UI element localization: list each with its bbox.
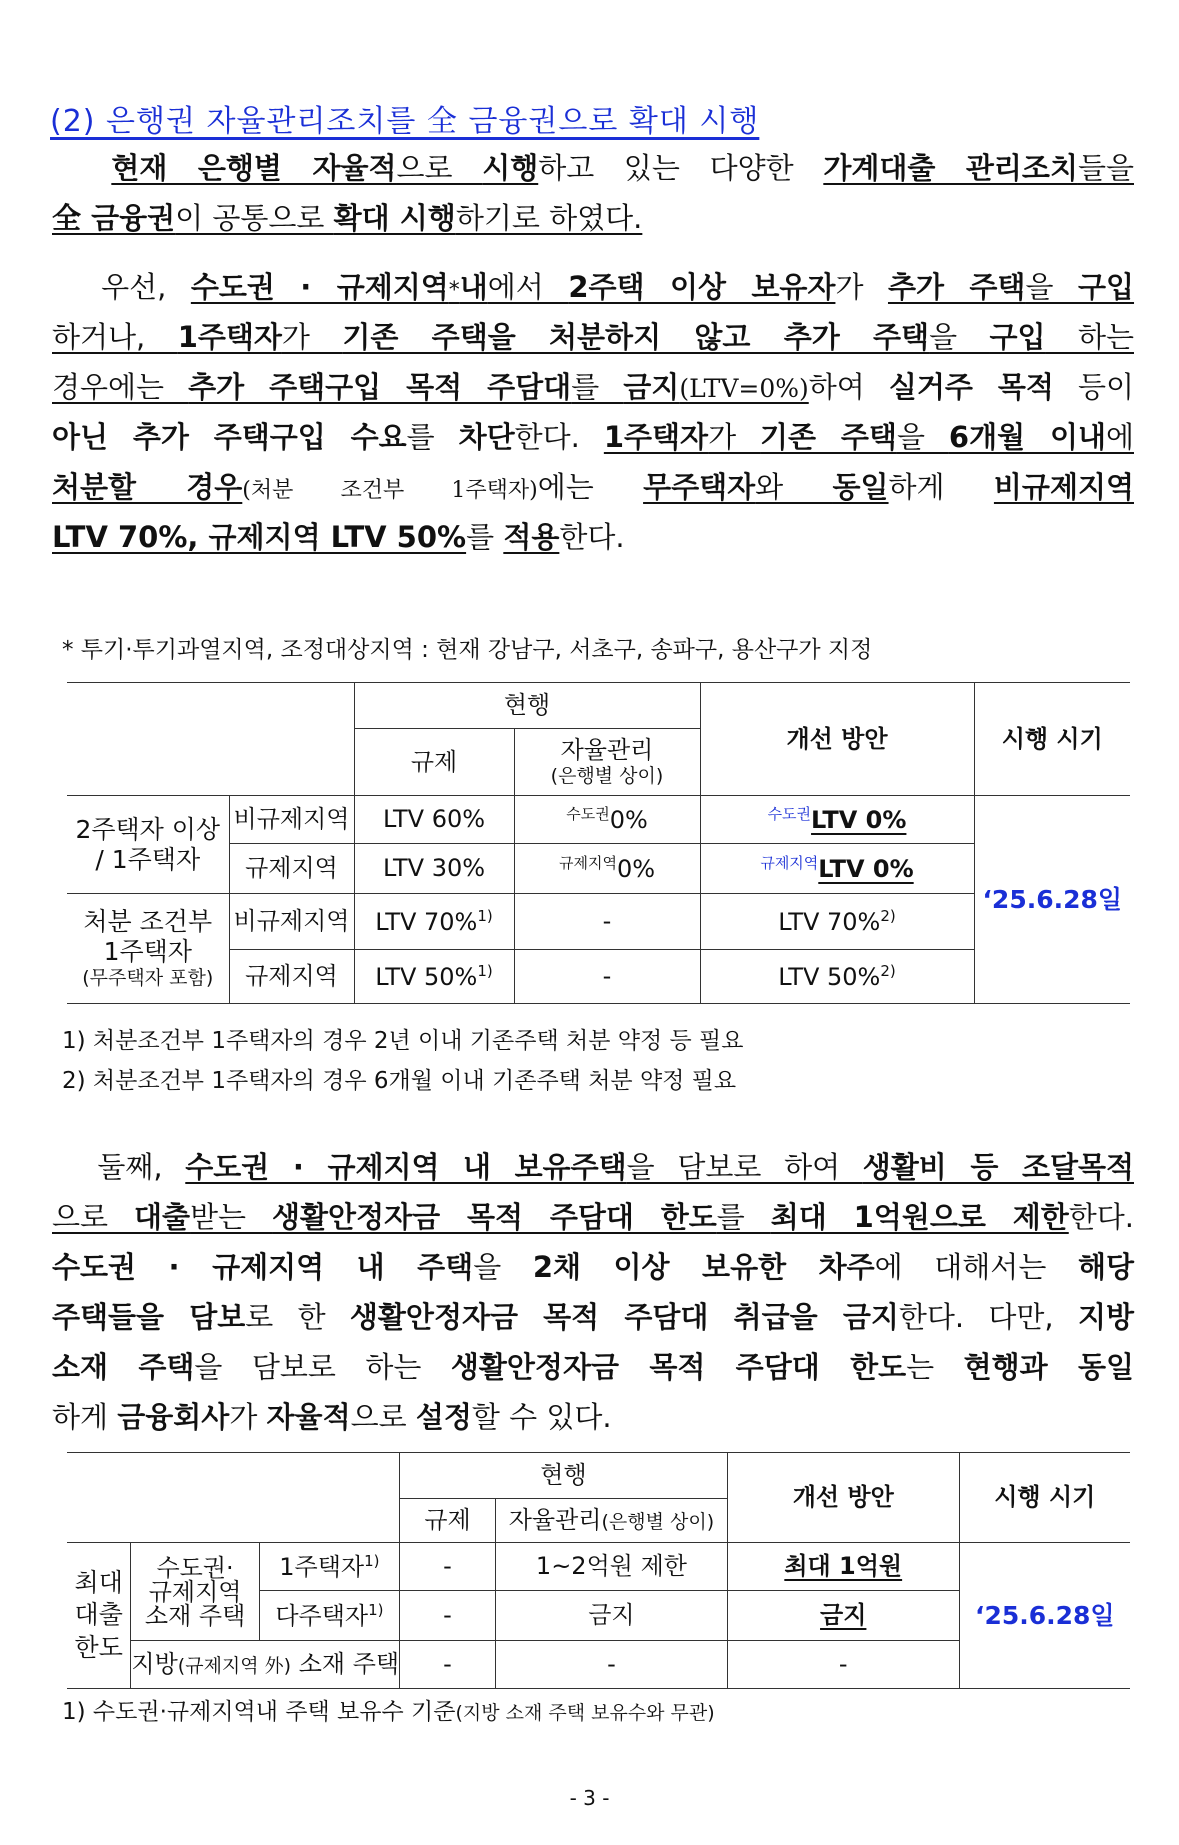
t1-self-sub: (은행별 상이) [550,765,664,787]
t2-header-date: 시행 시기 [959,1453,1130,1543]
t1-header-improve: 개선 방안 [700,683,974,796]
p1-text: 하고 있는 다양한 [538,151,824,185]
p2-text: * [448,278,460,303]
t2-self-label: 자율관리 [508,1506,602,1535]
t2-area [131,1543,259,1641]
p3-text: 생활안정자금 목적 주담대 한도 [272,1200,717,1234]
p3-text: 받는 [190,1200,273,1234]
t2-one-home-label: 1주택자 [279,1552,365,1581]
t1-header-self [514,729,700,796]
p2-text: 구입 [1078,270,1135,304]
p2-text: (LTV=0%) [679,374,809,403]
p2-text: 구입 [989,320,1046,354]
p3-text: 로 한 [245,1300,350,1334]
t1-r4-imp-val: LTV 50% [778,962,881,991]
t1-note-1: 1) 처분조건부 1주택자의 경우 2년 이내 기존주택 처분 약정 등 필요 [62,1028,744,1054]
p1-text: 시행 [482,151,539,185]
p3-text: 을 담보로 하는 [194,1350,451,1384]
p1-text: 들을 [1077,151,1134,185]
p2-text: 실거주 목적 [888,370,1054,404]
p3-text: 현행과 동일 [963,1350,1135,1384]
p2-text: 동일 [832,470,889,504]
t1-r2-imp [700,844,974,894]
t1-group-1 [67,796,229,894]
p2-text: 를 [406,420,459,454]
p2-text: 를 [466,520,504,554]
t1-header-current: 현행 [354,683,700,729]
p3-text: 을 담보로 하여 [626,1150,863,1184]
p3-text: 자율적 [266,1400,351,1434]
p3-text: 가 [229,1400,267,1434]
t1-r4-reg-sup: 1) [477,961,493,980]
paragraph-3 [52,1142,1134,1442]
t2-col1-b: 대출 [74,1600,123,1630]
note-star: * 투기·투기과열지역, 조정대상지역 : 현재 강남구, 서초구, 송파구, 용산구가 지정 [62,637,873,663]
p3-text: 둘째, [97,1150,186,1184]
t1-r2-imp-tag: 규제지역 [760,853,819,872]
p2-text: 1주택자 [177,320,282,354]
t2-r1-reg: - [400,1543,496,1591]
p2-text: (처분 조건부 1주택자) [242,478,538,503]
t1-r1-reg: LTV 60% [354,796,514,844]
p2-line-6 [52,512,1134,562]
p2-text: 기존 주택을 처분하지 않고 추가 주택 [342,320,930,354]
p1-text: 하기로 하였다. [455,201,643,235]
p2-text: 하거나, [52,320,178,354]
p2-line-2 [52,312,1134,362]
p3-text: 을 [473,1250,533,1284]
t2-col1 [67,1543,131,1689]
ltv-table [67,682,1130,1004]
t1-r1-imp-val: LTV 0% [811,805,907,834]
p3-text: 2채 이상 보유한 차주 [532,1250,875,1284]
p2-text: 와 [755,470,833,504]
p2-text: 우선, [101,270,191,304]
t1-r4-imp-sup: 2) [880,961,896,980]
p2-text: 추가 주택구입 목적 주담대 [188,370,572,404]
p2-text: 차단 [458,420,515,454]
t1-note-2: 2) 처분조건부 1주택자의 경우 6개월 이내 기존주택 처분 약정 필요 [62,1068,737,1094]
p2-text: 을 [896,420,949,454]
t2-header-self [495,1499,727,1543]
page-number: - 3 - [569,1786,610,1810]
p3-text: 수도권 · 규제지역 내 보유주택 [185,1150,627,1184]
t2-local [131,1641,400,1689]
t1-header-reg: 규제 [354,729,514,796]
t1-reg-1: 규제지역 [229,844,354,894]
p2-text: 하는 [1045,320,1134,354]
t2-local-sub: (규제지역 外) [177,1655,292,1678]
t1-reg-2: 규제지역 [229,950,354,1004]
p2-text: 추가 주택 [887,270,1026,304]
t1-r3-imp-val: LTV 70% [778,907,881,936]
t1-r4-reg-val: LTV 50% [375,962,478,991]
p3-text: 설정 [415,1400,472,1434]
t1-header-date: 시행 시기 [974,683,1130,796]
t2-col1-c: 한도 [74,1632,123,1662]
p3-text: 하게 [52,1400,118,1434]
section-heading: (2) 은행권 자율관리조치를 全 금융권으로 확대 시행 [50,104,760,139]
t2-area-c: 소재 주택 [144,1601,246,1630]
t1-r1-imp [700,796,974,844]
p3-text: 대출 [134,1200,191,1234]
t1-r1-self-tag: 수도권 [566,804,610,823]
loan-limit-table [67,1452,1130,1689]
p2-text: 에서 [487,270,569,304]
p3-line-5 [52,1342,1134,1392]
t2-r2-self: 금지 [495,1591,727,1641]
t1-r2-reg: LTV 30% [354,844,514,894]
t1-r2-self [514,844,700,894]
p3-text: 한다. [1068,1200,1134,1234]
p2-text: 2주택 이상 보유자 [568,270,836,304]
t2-local-a: 지방 [131,1650,178,1679]
p2-text: 한다. [514,420,604,454]
t2-local-b: 소재 주택 [291,1650,400,1679]
t2-header-improve: 개선 방안 [727,1453,959,1543]
t2-date: ‘25.6.28일 [959,1543,1130,1689]
p2-line-5 [52,462,1134,512]
t2-col1-a: 최대 [74,1567,123,1597]
t1-r3-reg-sup: 1) [477,906,493,925]
t1-g2-b: 1주택자 [103,937,192,967]
p2-text: LTV 70%, 규제지역 LTV 50% [52,520,467,554]
p2-text: 가 [281,320,343,354]
t1-g2-a: 처분 조건부 [83,907,213,937]
t1-group-2 [67,894,229,1004]
t1-r2-self-tag: 규제지역 [558,853,617,872]
p3-text: 소재 주택 [52,1350,195,1384]
t2-r2-imp: 금지 [727,1591,959,1641]
p3-text: 한다. 다만, [898,1300,1078,1334]
t1-r3-reg-val: LTV 70% [375,907,478,936]
p2-text: 가 [835,270,888,304]
p1-text: 현재 은행별 자율적 [111,151,397,185]
t1-g1-a: 2주택자 이상 [75,814,221,844]
paragraph-2 [52,262,1134,562]
p2-line-4 [52,412,1134,462]
p1-text: 가계대출 관리조치 [823,151,1078,185]
t2-multi-home [259,1591,399,1641]
t2-corner-cell [67,1453,400,1543]
t2-multi-home-sup: 1) [368,1600,384,1619]
p2-text: 처분할 경우 [52,470,243,504]
p3-text: 생활비 등 조달목적 [862,1150,1134,1184]
p2-text: 을 [1025,270,1078,304]
p2-text: 가 [708,420,761,454]
t1-r2-self-val: 0% [616,854,656,883]
p2-text: 내 [459,270,488,304]
t1-date: ‘25.6.28일 [974,796,1130,1004]
p2-text: 에는 [537,470,644,504]
t2-note [62,1693,715,1726]
t1-r1-self-val: 0% [609,805,648,834]
p3-text: 에 대해서는 [874,1250,1078,1284]
p3-line-6 [52,1392,1134,1442]
p3-text: 으로 [52,1200,134,1234]
t2-r2-reg: - [400,1591,496,1641]
t1-r2-imp-val: LTV 0% [818,854,914,883]
p3-line-4 [52,1292,1134,1342]
t2-header-current: 현행 [400,1453,728,1499]
p2-text: 무주택자 [643,470,756,504]
t2-area-a: 수도권· [156,1553,234,1582]
p3-text: 는 [906,1350,964,1384]
t1-r4-reg [354,950,514,1004]
t1-r1-self [514,796,700,844]
t2-r1-self: 1~2억원 제한 [495,1543,727,1591]
p3-text: 최대 1억원으로 제한 [770,1200,1069,1234]
p3-text: 할 수 있다. [471,1400,612,1434]
p2-line-3 [52,362,1134,412]
p3-text: 주택들을 담보 [52,1300,246,1334]
t2-r3-imp: - [727,1641,959,1689]
p1-line-2 [52,193,1134,243]
p3-text: 금융회사 [117,1400,230,1434]
p2-text: 한다. [559,520,625,554]
p1-text: 全 금융권 [52,201,176,235]
t2-note-main: 1) 수도권·규제지역내 주택 보유수 기준 [62,1699,456,1725]
p3-text: 생활안정자금 목적 주담대 취급을 금지 [349,1300,899,1334]
p1-text: 으로 [396,151,483,185]
p2-text: 아닌 추가 주택구입 수요 [52,420,407,454]
t2-r3-reg: - [400,1641,496,1689]
t1-corner-cell [67,683,354,796]
p2-text: 비규제지역 [993,470,1134,504]
t1-r3-reg [354,894,514,950]
p2-text: 을 [929,320,990,354]
p2-text: 1주택자 [603,420,709,454]
p3-line-3 [52,1242,1134,1292]
p2-text: 경우에는 [52,370,189,404]
p2-line-1 [52,262,1134,312]
t2-r1-imp: 최대 1억원 [727,1543,959,1591]
t2-self-sub: (은행별 상이) [601,1511,715,1534]
t2-one-home-sup: 1) [364,1551,380,1570]
p1-line-1 [52,143,1134,193]
t2-one-home [259,1543,399,1591]
t1-r1-imp-tag: 수도권 [767,804,812,823]
t2-r3-self: - [495,1641,727,1689]
t2-note-sub: (지방 소재 주택 보유수와 무관) [455,1702,715,1724]
t1-r4-self: - [514,950,700,1004]
p2-text: 하게 [888,470,994,504]
p2-text: 에 [1105,420,1134,454]
p3-text: 수도권 · 규제지역 내 주택 [52,1250,474,1284]
p1-text: 확대 시행 [333,201,456,235]
t1-self-label: 자율관리 [560,736,654,765]
p3-text: 생활안정자금 목적 주담대 한도 [450,1350,907,1384]
p2-text: 적용 [503,520,560,554]
p3-text: 해당 [1077,1250,1134,1284]
t1-r3-imp [700,894,974,950]
t1-g1-b: / 1주택자 [95,844,201,874]
p2-text: 등이 [1053,370,1135,404]
t1-nonreg-1: 비규제지역 [229,796,354,844]
p2-text: 금지 [623,370,680,404]
p3-text: 를 [716,1200,771,1234]
p1-text: 이 공통으로 [175,201,334,235]
p2-text: 하여 [808,370,889,404]
p2-text: 6개월 이내 [948,420,1106,454]
t2-header-reg: 규제 [400,1499,496,1543]
t1-r3-imp-sup: 2) [880,906,896,925]
t1-nonreg-2: 비규제지역 [229,894,354,950]
p2-text: 를 [571,370,624,404]
p3-line-1 [52,1142,1134,1192]
t2-multi-home-label: 다주택자 [275,1601,369,1630]
p2-text: 수도권 · 규제지역 [190,270,449,304]
p3-text: 지방 [1077,1300,1134,1334]
t1-r3-self: - [514,894,700,950]
p3-line-2 [52,1192,1134,1242]
t1-g2-c: (무주택자 포함) [82,967,214,990]
t2-area-b: 규제지역 [148,1577,242,1606]
p3-text: 으로 [350,1400,416,1434]
p2-text: 기존 주택 [760,420,897,454]
t1-r4-imp [700,950,974,1004]
paragraph-1 [52,143,1134,243]
